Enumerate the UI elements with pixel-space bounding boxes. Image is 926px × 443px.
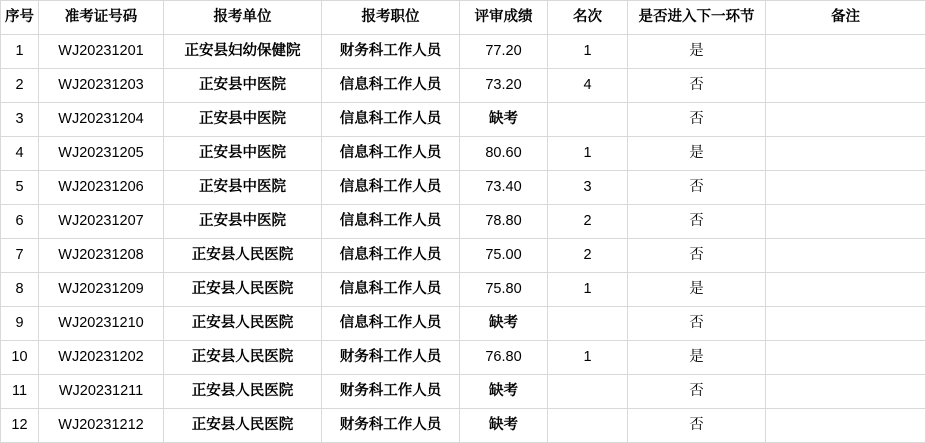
- cell-next-stage: 否: [628, 307, 766, 341]
- cell-score: 缺考: [460, 103, 548, 137]
- cell-unit: 正安县人民医院: [164, 409, 322, 443]
- column-header-next-stage: 是否进入下一环节: [628, 1, 766, 35]
- cell-position: 信息科工作人员: [322, 239, 460, 273]
- cell-rank: [548, 375, 628, 409]
- cell-ticket: WJ20231207: [39, 205, 164, 239]
- cell-next-stage: 否: [628, 205, 766, 239]
- cell-position: 财务科工作人员: [322, 341, 460, 375]
- table-row: [1, 239, 926, 273]
- cell-remark: [766, 409, 926, 443]
- cell-ticket: WJ20231204: [39, 103, 164, 137]
- column-header-rank: 名次: [548, 1, 628, 35]
- cell-position: 信息科工作人员: [322, 307, 460, 341]
- cell-rank: 2: [548, 239, 628, 273]
- cell-rank: 4: [548, 69, 628, 103]
- table-row: [1, 69, 926, 103]
- cell-ticket: WJ20231212: [39, 409, 164, 443]
- cell-ticket: WJ20231203: [39, 69, 164, 103]
- cell-next-stage: 是: [628, 35, 766, 69]
- column-header-position: 报考职位: [322, 1, 460, 35]
- cell-score: 缺考: [460, 409, 548, 443]
- cell-position: 信息科工作人员: [322, 171, 460, 205]
- cell-position: 信息科工作人员: [322, 137, 460, 171]
- cell-next-stage: 是: [628, 273, 766, 307]
- cell-rank: 1: [548, 35, 628, 69]
- cell-remark: [766, 205, 926, 239]
- cell-ticket: WJ20231205: [39, 137, 164, 171]
- cell-score: 73.40: [460, 171, 548, 205]
- cell-index: 11: [1, 375, 39, 409]
- cell-position: 财务科工作人员: [322, 375, 460, 409]
- cell-score: 77.20: [460, 35, 548, 69]
- cell-score: 缺考: [460, 307, 548, 341]
- table-header: [1, 1, 926, 35]
- cell-index: 7: [1, 239, 39, 273]
- cell-rank: 2: [548, 205, 628, 239]
- cell-unit: 正安县人民医院: [164, 375, 322, 409]
- table-row: [1, 409, 926, 443]
- cell-rank: 1: [548, 137, 628, 171]
- cell-ticket: WJ20231202: [39, 341, 164, 375]
- cell-unit: 正安县中医院: [164, 171, 322, 205]
- cell-next-stage: 是: [628, 137, 766, 171]
- column-header-index: 序号: [1, 1, 39, 35]
- cell-remark: [766, 341, 926, 375]
- cell-next-stage: 否: [628, 239, 766, 273]
- cell-unit: 正安县中医院: [164, 69, 322, 103]
- cell-index: 3: [1, 103, 39, 137]
- table-header-row: [1, 1, 926, 35]
- cell-next-stage: 是: [628, 341, 766, 375]
- cell-next-stage: 否: [628, 409, 766, 443]
- cell-unit: 正安县中医院: [164, 103, 322, 137]
- cell-unit: 正安县人民医院: [164, 273, 322, 307]
- cell-position: 信息科工作人员: [322, 205, 460, 239]
- table-row: [1, 205, 926, 239]
- cell-remark: [766, 137, 926, 171]
- cell-score: 73.20: [460, 69, 548, 103]
- cell-rank: 1: [548, 341, 628, 375]
- cell-next-stage: 否: [628, 69, 766, 103]
- cell-index: 8: [1, 273, 39, 307]
- cell-rank: 1: [548, 273, 628, 307]
- cell-position: 财务科工作人员: [322, 35, 460, 69]
- cell-unit: 正安县人民医院: [164, 239, 322, 273]
- cell-ticket: WJ20231201: [39, 35, 164, 69]
- column-header-score: 评审成绩: [460, 1, 548, 35]
- cell-rank: 3: [548, 171, 628, 205]
- cell-next-stage: 否: [628, 375, 766, 409]
- cell-remark: [766, 103, 926, 137]
- cell-score: 78.80: [460, 205, 548, 239]
- cell-ticket: WJ20231211: [39, 375, 164, 409]
- cell-ticket: WJ20231206: [39, 171, 164, 205]
- cell-index: 10: [1, 341, 39, 375]
- cell-unit: 正安县妇幼保健院: [164, 35, 322, 69]
- cell-unit: 正安县人民医院: [164, 341, 322, 375]
- cell-index: 12: [1, 409, 39, 443]
- cell-index: 5: [1, 171, 39, 205]
- cell-rank: [548, 307, 628, 341]
- cell-unit: 正安县人民医院: [164, 307, 322, 341]
- cell-ticket: WJ20231208: [39, 239, 164, 273]
- cell-index: 9: [1, 307, 39, 341]
- cell-next-stage: 否: [628, 171, 766, 205]
- column-header-remark: 备注: [766, 1, 926, 35]
- cell-remark: [766, 35, 926, 69]
- cell-score: 76.80: [460, 341, 548, 375]
- table-row: [1, 171, 926, 205]
- table-row: [1, 103, 926, 137]
- cell-ticket: WJ20231210: [39, 307, 164, 341]
- table-row: [1, 35, 926, 69]
- cell-remark: [766, 307, 926, 341]
- cell-index: 2: [1, 69, 39, 103]
- cell-remark: [766, 273, 926, 307]
- cell-rank: [548, 409, 628, 443]
- cell-next-stage: 否: [628, 103, 766, 137]
- table-row: [1, 375, 926, 409]
- cell-remark: [766, 239, 926, 273]
- cell-index: 1: [1, 35, 39, 69]
- cell-score: 80.60: [460, 137, 548, 171]
- cell-score: 75.80: [460, 273, 548, 307]
- table-row: [1, 341, 926, 375]
- cell-rank: [548, 103, 628, 137]
- cell-ticket: WJ20231209: [39, 273, 164, 307]
- cell-index: 6: [1, 205, 39, 239]
- cell-position: 信息科工作人员: [322, 273, 460, 307]
- cell-position: 信息科工作人员: [322, 103, 460, 137]
- cell-remark: [766, 171, 926, 205]
- cell-remark: [766, 375, 926, 409]
- cell-unit: 正安县中医院: [164, 205, 322, 239]
- cell-score: 75.00: [460, 239, 548, 273]
- column-header-ticket: 准考证号码: [39, 1, 164, 35]
- cell-index: 4: [1, 137, 39, 171]
- cell-remark: [766, 69, 926, 103]
- cell-position: 信息科工作人员: [322, 69, 460, 103]
- column-header-unit: 报考单位: [164, 1, 322, 35]
- table-body: [1, 35, 926, 443]
- cell-score: 缺考: [460, 375, 548, 409]
- cell-unit: 正安县中医院: [164, 137, 322, 171]
- table-row: [1, 273, 926, 307]
- cell-position: 财务科工作人员: [322, 409, 460, 443]
- table-row: [1, 307, 926, 341]
- table-row: [1, 137, 926, 171]
